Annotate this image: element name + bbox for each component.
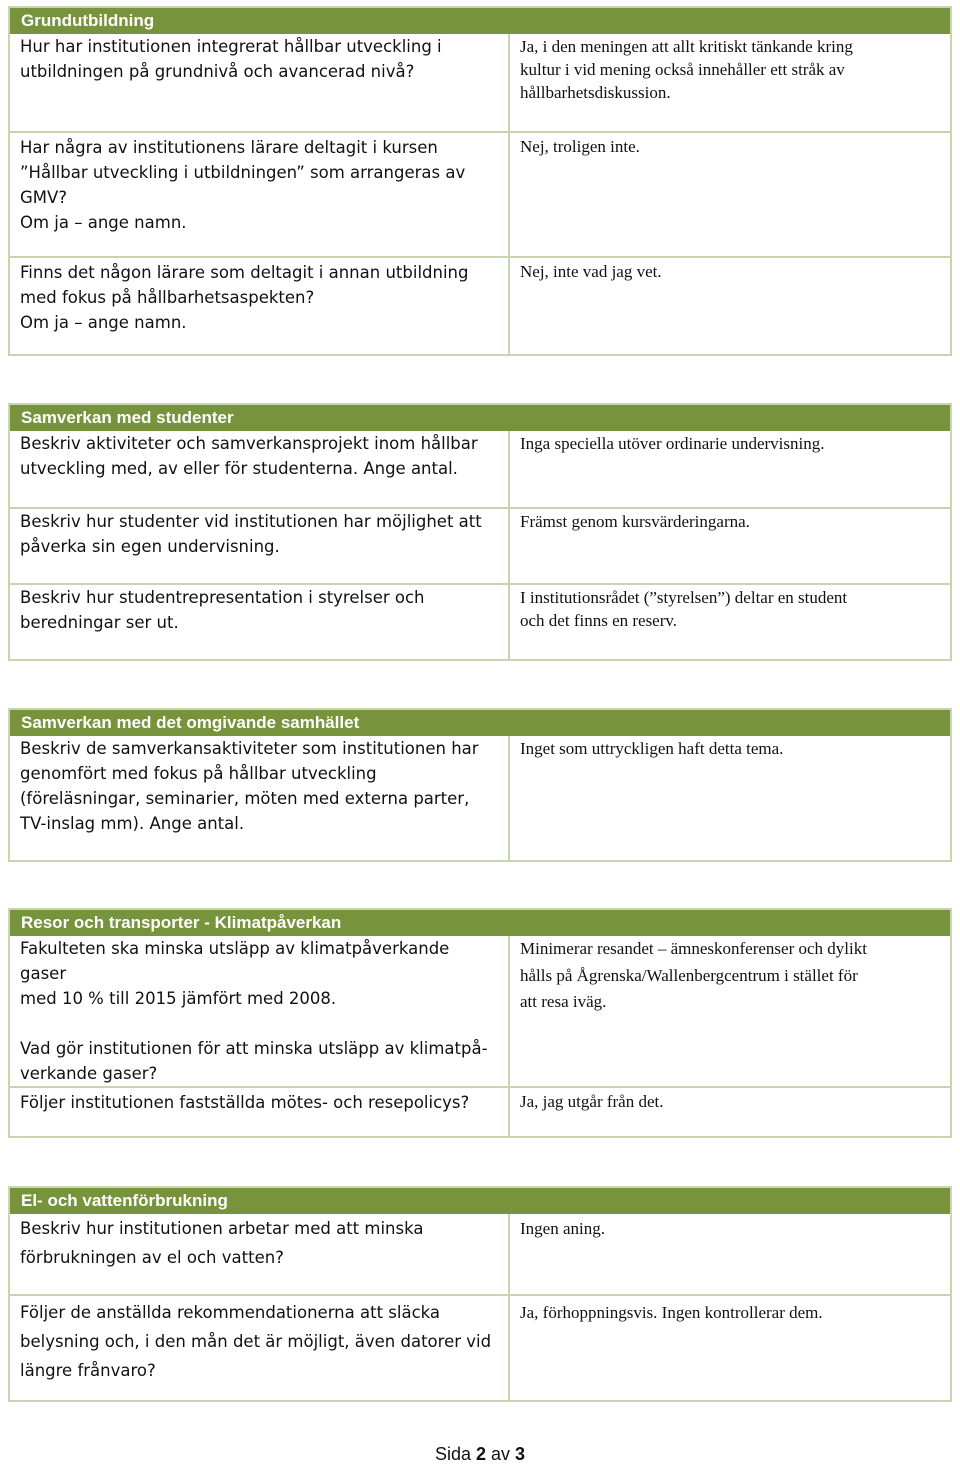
text-line: Följer de anställda rekommendationerna att släcka <box>20 1303 441 1322</box>
text-line: kultur i vid mening också innehåller ett stråk av <box>520 60 845 79</box>
answer-cell <box>510 431 950 507</box>
section-grundutbildning <box>8 6 952 356</box>
question-cell <box>10 736 510 860</box>
section-header: El- och vattenförbrukning <box>10 1188 510 1214</box>
text-line: Nej, inte vad jag vet. <box>520 262 662 281</box>
answer-cell <box>510 1214 950 1294</box>
section-header-filler <box>510 910 950 936</box>
answer-cell <box>510 736 950 860</box>
answer-cell <box>510 131 950 256</box>
text-line: Beskriv hur studenter vid institutionen har möjlighet att <box>20 512 482 531</box>
text-line: hållbarhetsdiskussion. <box>520 83 671 102</box>
text-line: utveckling med, av eller för studenterna. Ange antal. <box>20 459 458 478</box>
text-line: Främst genom kursvärderingarna. <box>520 512 750 531</box>
text-line: och det finns en reserv. <box>520 611 678 630</box>
question-cell <box>10 431 510 507</box>
question-cell <box>10 1294 510 1400</box>
section-header: Grundutbildning <box>10 8 510 34</box>
question-cell <box>10 507 510 583</box>
text-line: verkande gaser? <box>20 1064 158 1083</box>
text-line: genomfört med fokus på hållbar utveckling <box>20 764 377 783</box>
text-line: Ja, förhoppningsvis. Ingen kontrollerar dem. <box>520 1303 823 1322</box>
text-line: I institutionsrådet (”styrelsen”) deltar en student <box>520 588 848 607</box>
text-line: Vad gör institutionen för att minska utsläpp av klimatpå- <box>20 1039 488 1058</box>
answer-cell <box>510 507 950 583</box>
answer-cell <box>510 936 950 1086</box>
answer-cell <box>510 34 950 131</box>
text-line: Finns det någon lärare som deltagit i annan utbildning <box>20 263 469 282</box>
footer-page-total: 3 <box>515 1444 526 1464</box>
answer-cell <box>510 256 950 354</box>
section-header-filler <box>510 8 950 34</box>
text-line: Inget som uttryckligen haft detta tema. <box>520 739 784 758</box>
text-line: TV-inslag mm). Ange antal. <box>20 814 245 833</box>
text-line: GMV? <box>20 188 68 207</box>
text-line: utbildningen på grundnivå och avancerad nivå? <box>20 62 415 81</box>
question-cell <box>10 34 510 131</box>
text-line: Beskriv de samverkansaktiviteter som institutionen har <box>20 739 479 758</box>
section-header: Resor och transporter - Klimatpåverkan <box>10 910 510 936</box>
text-line: hålls på Ågrenska/Wallenbergcentrum i stället för <box>520 965 858 985</box>
section-header-filler <box>510 405 950 431</box>
text-line: Beskriv hur studentrepresentation i styrelser och <box>20 588 425 607</box>
text-line: med 10 % till 2015 jämfört med 2008. <box>20 989 337 1008</box>
question-cell <box>10 583 510 659</box>
text-line: Beskriv hur institutionen arbetar med att minska <box>20 1219 424 1238</box>
text-line: Ingen aning. <box>520 1219 605 1238</box>
question-cell <box>10 256 510 354</box>
section-header: Samverkan med det omgivande samhället <box>10 710 510 736</box>
text-line: påverka sin egen undervisning. <box>20 537 280 556</box>
section-header-filler <box>510 710 950 736</box>
section-el-vatten <box>8 1186 952 1402</box>
text-line: Hur har institutionen integrerat hållbar utveckling i <box>20 37 442 56</box>
text-line: Inga speciella utöver ordinarie undervisning. <box>520 434 825 453</box>
footer-separator: av <box>491 1444 511 1464</box>
text-line: Nej, troligen inte. <box>520 137 640 156</box>
text-line: Ja, i den meningen att allt kritiskt tänkande kring <box>520 37 853 56</box>
section-header: Samverkan med studenter <box>10 405 510 431</box>
text-line: med fokus på hållbarhetsaspekten? <box>20 288 315 307</box>
text-line: Om ja – ange namn. <box>20 313 187 332</box>
text-line: ”Hållbar utveckling i utbildningen” som arrangeras av <box>20 163 466 182</box>
answer-cell <box>510 1294 950 1400</box>
section-samverkan-studenter <box>8 403 952 661</box>
text-line: att resa iväg. <box>520 992 607 1011</box>
text-line: Beskriv aktiviteter och samverkansprojekt inom hållbar <box>20 434 478 453</box>
question-cell <box>10 1086 510 1136</box>
section-samverkan-samhalle <box>8 708 952 862</box>
page-footer <box>0 1444 960 1465</box>
question-cell <box>10 1214 510 1294</box>
answer-cell <box>510 1086 950 1136</box>
question-cell <box>10 131 510 256</box>
text-line: Om ja – ange namn. <box>20 213 187 232</box>
text-line: Minimerar resandet – ämneskonferenser och dylikt <box>520 939 867 958</box>
text-line: Ja, jag utgår från det. <box>520 1092 664 1111</box>
text-line: förbrukningen av el och vatten? <box>20 1248 284 1267</box>
text-line: belysning och, i den mån det är möjligt, även datorer vid <box>20 1332 492 1351</box>
text-line <box>20 1011 498 1036</box>
footer-page-number: 2 <box>475 1444 486 1464</box>
text-line: Fakulteten ska minska utsläpp av klimatpåverkande gaser <box>20 939 450 983</box>
footer-prefix: Sida <box>434 1444 471 1464</box>
text-line: Följer institutionen fastställda mötes- och resepolicys? <box>20 1093 470 1112</box>
section-header-filler <box>510 1188 950 1214</box>
text-line: Har några av institutionens lärare deltagit i kursen <box>20 138 438 157</box>
text-line: (föreläsningar, seminarier, möten med externa parter, <box>20 789 470 808</box>
answer-cell <box>510 583 950 659</box>
text-line: längre frånvaro? <box>20 1361 156 1380</box>
text-line: beredningar ser ut. <box>20 613 179 632</box>
section-resor-transporter <box>8 908 952 1138</box>
question-cell <box>10 936 510 1086</box>
